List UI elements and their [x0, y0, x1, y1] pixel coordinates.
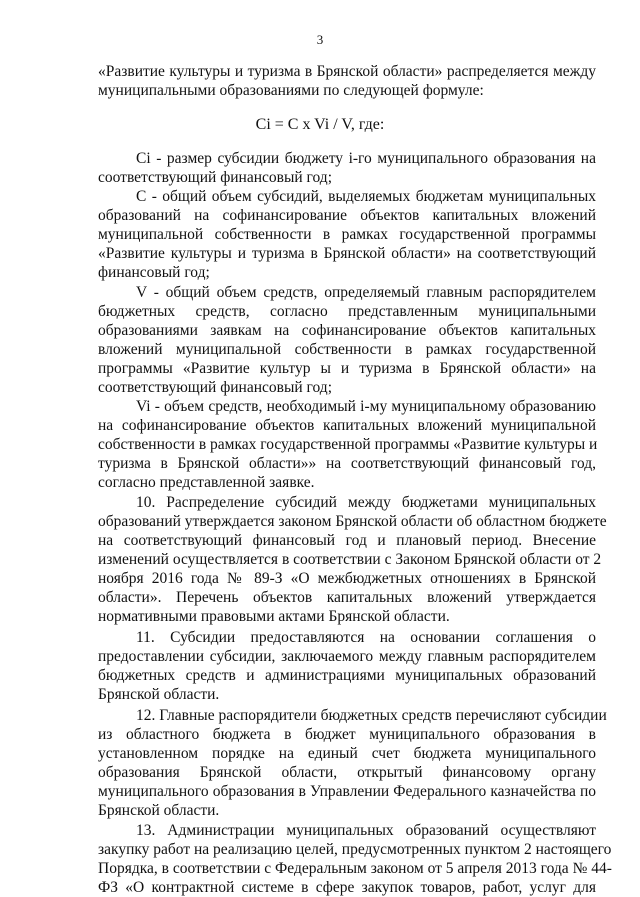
text-line: 10. Распределение субсидий между бюджетами муниципальных [136, 494, 596, 511]
text-line: образованиями заявкам на софинансирование объектов капитальных [98, 322, 596, 339]
text-line: Порядка, в соответствии с Федеральным законом от 5 апреля 2013 года № 44- [98, 860, 612, 877]
text-line: ноября 2016 года № 89-З «О межбюджетных отношениях в Брянской [98, 570, 596, 587]
text-line: области». Перечень объектов капитальных вложений утверждается [98, 589, 596, 606]
text-line: изменений осуществляется в соответствии с Законом Брянской области от 2 [98, 551, 602, 568]
text-line: установленном порядке на единый счет бюджета муниципального [98, 745, 596, 762]
text-line: программы «Развитие культур ы и туризма в Брянской области» на [98, 360, 596, 377]
text-line: «Развитие культуры и туризма в Брянской области» распределяется между [98, 63, 596, 80]
text-line: соответствующий финансовый год; [98, 379, 332, 396]
text-line: С - общий объем субсидий, выделяемых бюджетам муниципальных [136, 188, 596, 205]
text-line: муниципальными образованиями по следующей формуле: [98, 82, 484, 99]
text-line: «Развитие культуры и туризма в Брянской области» на соответствующий [98, 245, 596, 262]
text-line: Vi - объем средств, необходимый i-му муниципальному образованию [136, 398, 596, 415]
text-line: 12. Главные распорядители бюджетных средств перечисляют субсидии [136, 707, 607, 724]
formula: Ci = C x Vi / V, где: [255, 116, 385, 133]
text-line: собственности в рамках государственной программы «Развитие культуры и [98, 436, 598, 453]
text-line: Брянской области. [98, 802, 220, 819]
text-line: бюджетных средств и администрациями муниципальных образований [98, 667, 596, 684]
text-line: финансовый год; [98, 264, 210, 281]
text-line: из областного бюджета в бюджет муниципального образования в [98, 726, 596, 743]
text-line: на софинансирование объектов капитальных вложений муниципальной [98, 417, 596, 434]
text-line: закупку работ на реализацию целей, предусмотренных пунктом 2 настоящего [98, 841, 612, 858]
text-line: Брянской области. [98, 686, 220, 703]
text-line: нормативными правовыми актами Брянской области. [98, 608, 450, 625]
text-line: 13. Администрации муниципальных образований осуществляют [136, 822, 596, 839]
text-line: муниципальной собственности в рамках государственной программы [98, 226, 596, 243]
text-line: на соответствующий финансовый год и плановый период. Внесение [98, 532, 596, 549]
text-line: туризма в Брянской области»» на соответствующий финансовый год, [98, 455, 596, 472]
text-line: образований утверждается законом Брянской области об областном бюджете [98, 513, 607, 530]
text-line: Ci - размер субсидии бюджету i-го муниципального образования на [136, 150, 596, 167]
text-line: V - общий объем средств, определяемый главным распорядителем [136, 284, 596, 301]
text-line: согласно представленной заявке. [98, 474, 315, 491]
text-line: соответствующий финансовый год; [98, 169, 332, 186]
text-line: 11. Субсидии предоставляются на основании соглашения о [136, 629, 596, 646]
text-line: образования Брянской области, открытый финансовому органу [98, 764, 596, 781]
page-number: 3 [316, 32, 324, 47]
text-line: муниципального образования в Управлении Федерального казначейства по [98, 783, 596, 800]
text-line: вложений муниципальной собственности в рамках государственной [98, 341, 596, 358]
text-line: предоставлении субсидии, заключаемого между главным распорядителем [98, 648, 596, 665]
text-line: бюджетных средств, согласно представленным муниципальными [98, 303, 596, 320]
text-line: ФЗ «О контрактной системе в сфере закупок товаров, работ, услуг для [98, 879, 596, 896]
text-line: образований на софинансирование объектов капитальных вложений [98, 207, 596, 224]
